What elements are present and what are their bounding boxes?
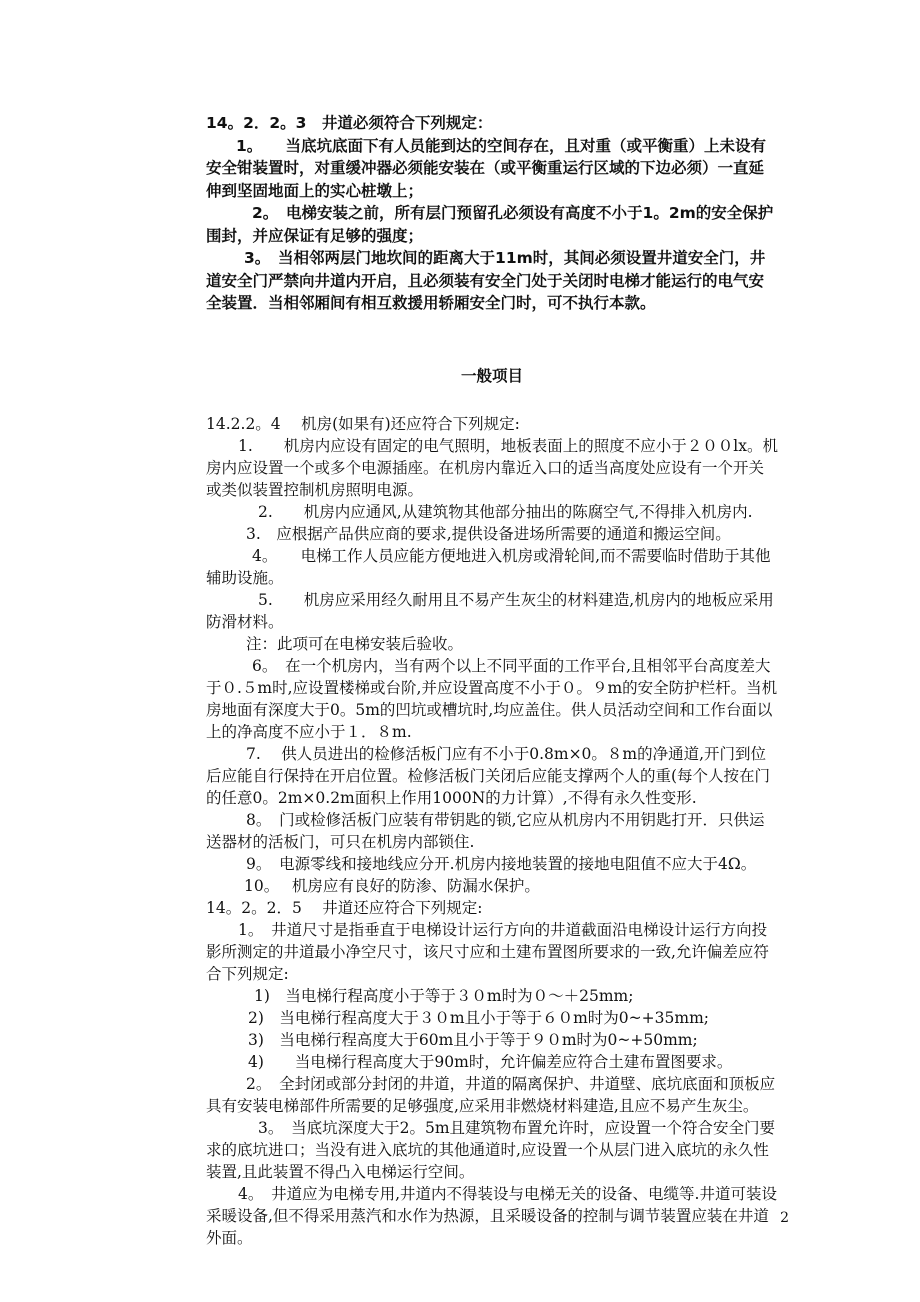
general-heading: 一般项目 [460,366,523,385]
mandatory-item-1: 1。 当底坑底面下有人员能到达的空间存在，且对重（或平衡重）上未设有安全钳装置时，对重缓冲器必须能安装在（或平衡重运行区域的下边必须）一直延伸到坚固地面上的实心桩墩上； [206,136,767,200]
machine-room-item-9: 9。 电源零线和接地线应分开.机房内接地装置的接地电阻值不应大于4Ω。 [246,854,757,873]
tolerance-4: 4) 当电梯行程高度大于90m时，允许偏差应符合土建布置图要求。 [248,1052,733,1071]
mandatory-clause: 14。2．2。3 井道必须符合下列规定： [206,114,493,132]
shaft-item-3: 3。 当底坑深度大于2。5m且建筑物布置允许时，应设置一个符合安全门要求的底坑进口；当没有进入底坑的其他通道时,应设置一个从层门进入底坑的永久性装置,且此装置不得凸入电梯运行空间。 [206,1118,776,1181]
tolerance-3: 3) 当电梯行程高度大于60m且小于等于９０m时为0~+50mm; [248,1030,698,1049]
shaft-item-2: 2。 全封闭或部分封闭的井道，井道的隔离保护、井道壁、底坑底面和顶板应具有安装电梯部件所需要的足够强度,应采用非燃烧材料建造,且应不易产生灰尘。 [206,1074,776,1115]
machine-room-note: 注：此项可在电梯安装后验收。 [246,634,464,653]
machine-room-item-8: 8。 门或检修活板门应装有带钥匙的锁,它应从机房内不用钥匙打开．只供运送器材的活板门，可只在机房内部锁住. [206,810,765,851]
machine-room-item-7: 7. 供人员进出的检修活板门应有不小于0.8m×0。８m的净通道,开门到位后应能自行保持在开启位置。检修活板门关闭后应能支撑两个人的重(每个人按在门的任意0。2m×0.2m面积上作用1000N的力计算）,不得有永久性变形. [206,744,771,807]
shaft-item-1: 1。 井道尺寸是指垂直于电梯设计运行方向的井道截面沿电梯设计运行方向投影所测定的井道最小净空尺寸，该尺寸应和土建布置图所要求的一致,允许偏差应符合下列规定: [206,920,769,983]
machine-room-item-4: 4。 电梯工作人员应能方便地进入机房或滑轮间,而不需要临时借助于其他辅助设施。 [206,546,771,587]
machine-room-item-3: 3. 应根据产品供应商的要求,提供设备进场所需要的通道和搬运空间。 [246,524,731,543]
clause-shaft: 14。2。2．5 井道还应符合下列规定: [206,898,483,917]
shaft-item-4: 4。 井道应为电梯专用,井道内不得装设与电梯无关的设备、电缆等.井道可装设采暖设备,但不得采用蒸汽和水作为热源，且采暖设备的控制与调节装置应装在井道外面。 [206,1184,777,1247]
clause-machine-room: 14.2.2。4 机房(如果有)还应符合下列规定: [206,414,520,433]
page-number: 2 [780,1210,789,1226]
machine-room-item-2: 2. 机房内应通风,从建筑物其他部分抽出的陈腐空气,不得排入机房内. [258,502,753,521]
mandatory-item-2: 2。 电梯安装之前，所有层门预留孔必须设有高度不小于1。2m的安全保护围封，并应保证有足够的强度； [206,204,774,245]
machine-room-item-10: 10。 机房应有良好的防渗、防漏水保护。 [244,876,540,895]
machine-room-item-6: 6。 在一个机房内，当有两个以上不同平面的工作平台,且相邻平台高度差大于０.５m时,应设置楼梯或台阶,并应设置高度不小于０。９m的安全防护栏杆。当机房地面有深度大于0。5m的凹坑或槽坑时,均应盖住。供人员活动空间和工作台面以上的净高度不应小于１．８m. [206,656,778,741]
machine-room-item-5: 5. 机房应采用经久耐用且不易产生灰尘的材料建造,机房内的地板应采用防滑材料。 [206,590,774,631]
mandatory-item-3: 3。 当相邻两层门地坎间的距离大于11m时，其间必须设置井道安全门，井道安全门严禁向井道内开启，且必须装有安全门处于关闭时电梯才能运行的电气安全装置．当相邻厢间有相互救援用轿厢安全门时，可不执行本款。 [206,249,766,312]
tolerance-1: 1) 当电梯行程高度小于等于３０m时为０～＋25mm; [254,986,634,1005]
tolerance-2: 2) 当电梯行程高度大于３０m且小于等于６０m时为0~+35mm; [248,1008,709,1027]
machine-room-item-1: 1. 机房内应设有固定的电气照明，地板表面上的照度不应小于２００lx。机房内应设置一个或多个电源插座。在机房内靠近入口的适当高度处应设有一个开关或类似装置控制机房照明电源。 [206,436,778,499]
document-body [206,112,778,1249]
